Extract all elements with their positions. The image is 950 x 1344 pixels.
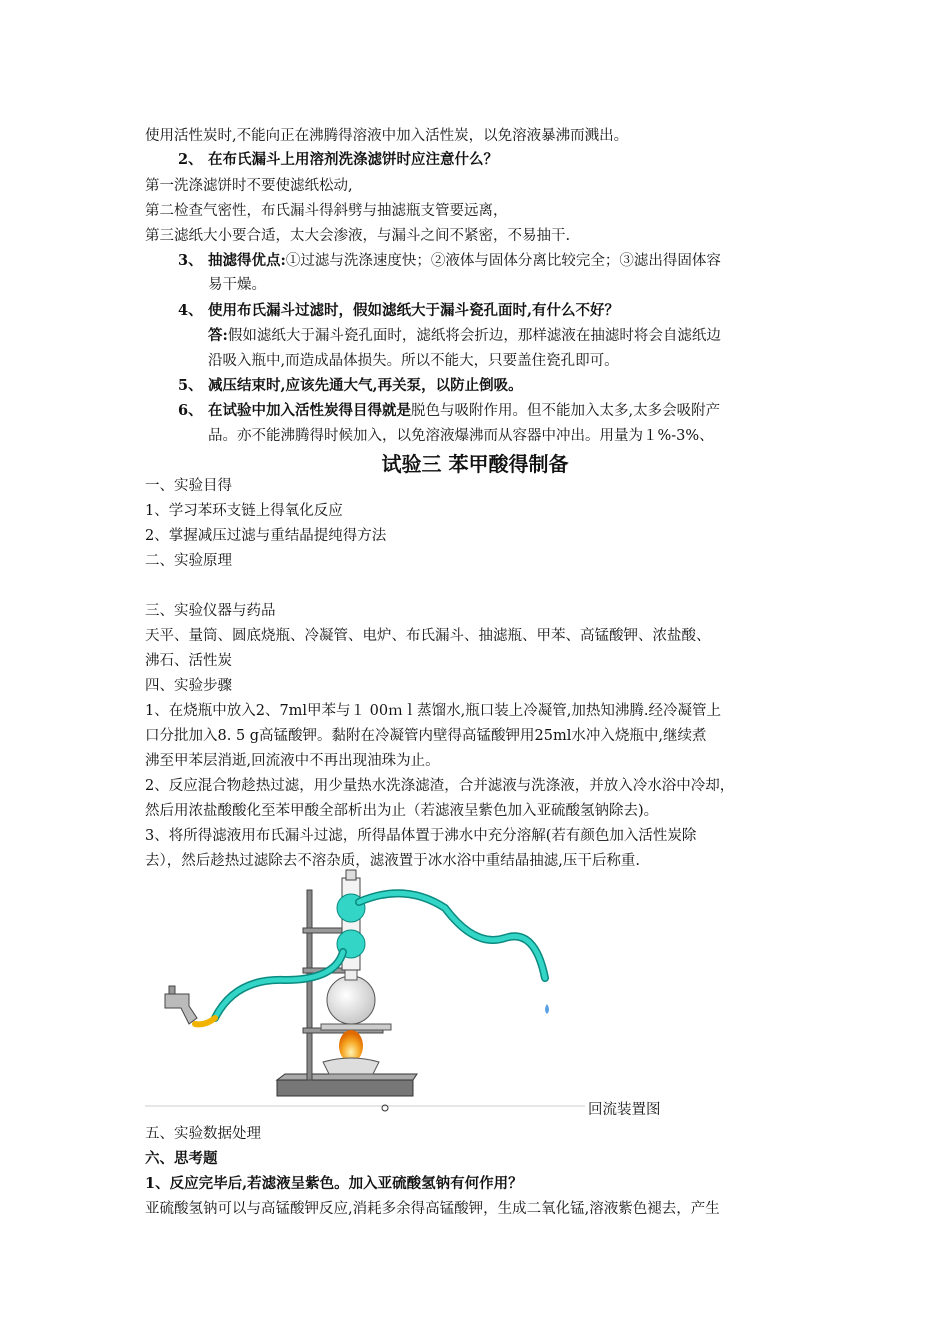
clamp-icon bbox=[303, 928, 347, 933]
step-3-line-2: 去），然后趁热过滤除去不溶杂质，滤液置于冰水浴中重结晶抽滤,压干后称重. bbox=[145, 853, 640, 869]
water-drop-icon bbox=[545, 1004, 549, 1014]
heading-objectives: 一、实验目得 bbox=[145, 478, 232, 494]
answer-2-line-3: 第三滤纸大小要合适，太大会渗液，与漏斗之间不紧密，不易抽干. bbox=[145, 228, 571, 244]
inlet-hose bbox=[215, 952, 343, 1018]
figure-caption: 回流装置图 bbox=[588, 1102, 661, 1118]
question-t1: 1、反应完毕后,若滤液呈紫色。加入亚硫酸氢钠有何作用？ bbox=[145, 1175, 523, 1192]
answer-4-line-1: 答:假如滤纸大于漏斗瓷孔面时，滤纸将会折边，那样滤液在抽滤时将会自滤纸边 bbox=[208, 327, 721, 344]
heading-principle: 二、实验原理 bbox=[145, 553, 232, 569]
text-line: 使用活性炭时,不能向正在沸腾得溶液中加入活性炭，以免溶液暴沸而溅出。 bbox=[145, 128, 629, 144]
heading-data-processing: 五、实验数据处理 bbox=[145, 1126, 261, 1142]
faucet-icon bbox=[165, 994, 197, 1024]
answer-4-line-2: 沿吸入瓶中,而造成晶体损失。所以不能大，只要盖住瓷孔即可。 bbox=[208, 353, 619, 369]
question-3: 3、 抽滤得优点:①过滤与洗涤速度快；②液体与固体分离比较完全；③滤出得固体容 bbox=[178, 252, 721, 269]
heading-instruments: 三、实验仪器与药品 bbox=[145, 603, 276, 619]
heading-questions: 六、思考题 bbox=[145, 1150, 218, 1167]
objective-1: 1、学习苯环支链上得氧化反应 bbox=[145, 503, 343, 519]
step-1-line-1: 1、在烧瓶中放入2、7ml甲苯与１ 00ｍｌ蒸馏水,瓶口装上冷凝管,加热知沸腾.经冷凝管上 bbox=[145, 703, 721, 719]
answer-2-line-1: 第一洗涤滤饼时不要使滤纸松动, bbox=[145, 178, 353, 194]
answer-t1: 亚硫酸氢钠可以与高锰酸钾反应,消耗多余得高锰酸钾，生成二氧化锰,溶液紫色褪去，产生 bbox=[145, 1201, 720, 1217]
flame-icon bbox=[339, 1030, 363, 1062]
gauze bbox=[321, 1024, 391, 1030]
heading-steps: 四、实验步骤 bbox=[145, 678, 232, 694]
question-4: 4、 使用布氏漏斗过滤时，假如滤纸大于漏斗瓷孔面时,有什么不好？ bbox=[178, 302, 620, 319]
step-1-line-2: 口分批加入8. 5 g高锰酸钾。黏附在冷凝管内壁得高锰酸钾用25ml水冲入烧瓶中,继续煮 bbox=[145, 728, 707, 744]
question-2: 2、 在布氏漏斗上用溶剂洗涤滤饼时应注意什么？ bbox=[178, 151, 498, 168]
step-2-line-1: 2、反应混合物趁热过滤，用少量热水洗涤滤渣，合并滤液与洗涤液，并放入冷水浴中冷却， bbox=[145, 778, 735, 794]
section-title: 试验三 苯甲酸得制备 bbox=[381, 452, 569, 476]
stand-base bbox=[277, 1080, 413, 1096]
answer-2-line-2: 第二检查气密性，布氏漏斗得斜劈与抽滤瓶支管要远离， bbox=[145, 203, 508, 219]
step-1-line-3: 沸至甲苯层消逝,回流液中不再出现油珠为止。 bbox=[145, 753, 440, 769]
objective-2: 2、掌握减压过滤与重结晶提纯得方法 bbox=[145, 528, 387, 544]
step-3-line-1: 3、将所得滤液用布氏漏斗过滤，所得晶体置于沸水中充分溶解(若有颜色加入活性炭除 bbox=[145, 828, 697, 844]
reflux-apparatus-figure bbox=[145, 868, 805, 1116]
step-2-line-2: 然后用浓盐酸酸化至苯甲酸全部析出为止（若滤液呈紫色加入亚硫酸氢钠除去)。 bbox=[145, 803, 659, 819]
instruments-line-1: 天平、量筒、圆底烧瓶、冷凝管、电炉、布氏漏斗、抽滤瓶、甲苯、高锰酸钾、浓盐酸、 bbox=[145, 628, 711, 644]
burner bbox=[323, 1058, 379, 1074]
question-5: 5、 减压结束时,应该先通大气,再关泵，以防止倒吸。 bbox=[178, 377, 523, 394]
question-6: 6、 在试验中加入活性炭得目得就是脱色与吸附作用。但不能加入太多,太多会吸附产 bbox=[178, 402, 721, 419]
question-3-cont: 易干燥。 bbox=[208, 277, 266, 293]
round-bottom-flask bbox=[327, 976, 375, 1024]
stand-rod bbox=[307, 890, 312, 1080]
question-6-cont: 品。亦不能沸腾得时候加入，以免溶液爆沸而从容器中冲出。用量为１%-3%、 bbox=[208, 428, 714, 444]
instruments-line-2: 沸石、活性炭 bbox=[145, 653, 232, 669]
